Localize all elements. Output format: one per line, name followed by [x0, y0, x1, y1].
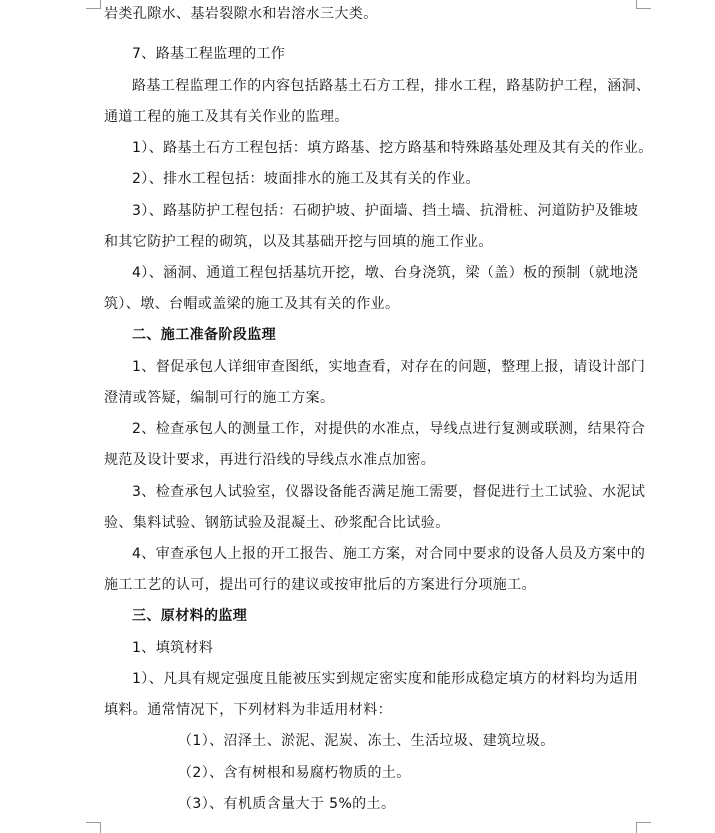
paragraph-line: 3）、路基防护工程包括：石砌护坡、护面墙、挡土墙、抗滑桩、河道防护及锥坡 [132, 203, 639, 219]
page-corner-mark-bottom-left [86, 822, 101, 833]
paragraph-line: 筑）、墩、台帽或盖梁的施工及其有关的作业。 [104, 296, 400, 312]
paragraph-line: 4）、涵洞、通道工程包括基坑开挖，墩、台身浇筑，梁（盖）板的预制（就地浇 [132, 265, 639, 281]
section-heading: 二、施工准备阶段监理 [132, 327, 276, 343]
section-heading: 三、原材料的监理 [132, 608, 248, 624]
paragraph-line: 路基工程监理工作的内容包括路基土石方工程，排水工程，路基防护工程，涵洞、 [132, 78, 651, 94]
paragraph-line: 通道工程的施工及其有关作业的监理。 [104, 109, 349, 125]
paragraph-line: 施工工艺的认可，提出可行的建议或按审批后的方案进行分项施工。 [104, 577, 536, 593]
paragraph-line: 2、检查承包人的测量工作，对提供的水准点，导线点进行复测或联测，结果符合 [132, 421, 646, 437]
paragraph-line: 澄清或答疑，编制可行的施工方案。 [104, 390, 335, 406]
paragraph-line: 1）、路基土石方工程包括：填方路基、挖方路基和特殊路基处理及其有关的作业。 [132, 140, 653, 156]
list-item: （2）、含有树根和易腐朽物质的土。 [178, 765, 411, 781]
paragraph-line: 岩类孔隙水、基岩裂隙水和岩溶水三大类。 [104, 6, 378, 22]
list-item: （3）、有机质含量大于 5%的土。 [178, 796, 396, 812]
paragraph-line: 和其它防护工程的砌筑，以及其基础开挖与回填的施工作业。 [104, 234, 493, 250]
paragraph-line: 1、督促承包人详细审查图纸，实地查看，对存在的问题，整理上报，请设计部门 [132, 359, 646, 375]
paragraph-line: 3、检查承包人试验室，仪器设备能否满足施工需要，督促进行土工试验、水泥试 [132, 484, 646, 500]
page-corner-mark-bottom-right [636, 822, 651, 833]
list-item: （1）、沼泽土、淤泥、泥炭、冻土、生活垃圾、建筑垃圾。 [178, 733, 555, 749]
paragraph-line: 规范及设计要求，再进行沿线的导线点水准点加密。 [104, 452, 436, 468]
paragraph-line: 填料。通常情况下，下列材料为非适用材料： [104, 702, 392, 718]
paragraph-line: 1）、凡具有规定强度且能被压实到规定密实度和能形成稳定填方的材料均为适用 [132, 671, 639, 687]
paragraph-line: 4、审查承包人上报的开工报告、施工方案，对合同中要求的设备人员及方案中的 [132, 546, 646, 562]
subsection-heading: 1、填筑材料 [132, 640, 214, 656]
paragraph-line: 2）、排水工程包括：坡面排水的施工及其有关的作业。 [132, 171, 480, 187]
paragraph-line: 验、集料试验、钢筋试验及混凝土、砂浆配合比试验。 [104, 515, 450, 531]
section-heading-line: 7、路基工程监理的工作 [132, 46, 286, 62]
